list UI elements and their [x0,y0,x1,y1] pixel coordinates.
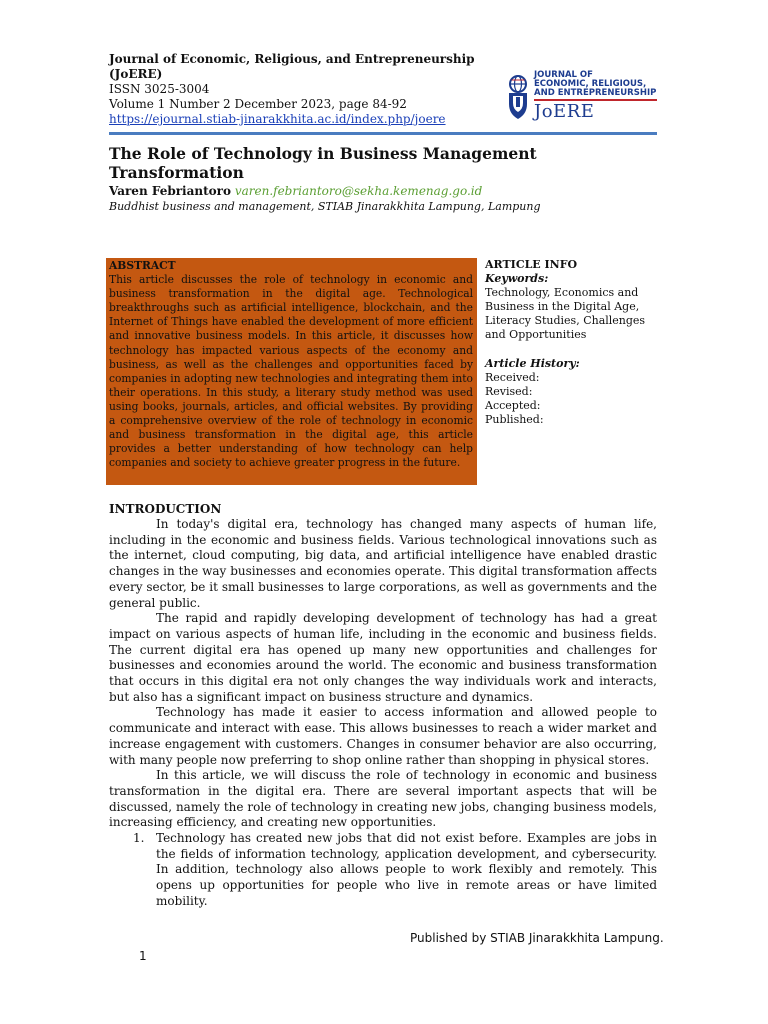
paragraph: The rapid and rapidly developing development of technology has had a great impact on various aspects of human life, including in the economic and business fields. The current digital era has opened up many new opportunities and challenges for businesses and economies around the world. The economic and business transformation that occurs in this digital era not only changes the way individuals work and interacts, but also has a significant impact on business structure and dynamics. [109,611,657,704]
list-number: 1. [133,831,145,846]
author-name: Varen Febriantoro [109,184,231,198]
header-divider [109,132,657,135]
paragraph: In today's digital era, technology has changed many aspects of human life, including in the economic and business fields. Various technological innovations such as the internet, cloud computing, big data, and artificial intelligence have enabled drastic changes in the way businesses and economies operate. This digital transformation affects every sector, be it small businesses to large corporations, as well as governments and the general public. [109,517,657,610]
page-number: 1 [139,949,147,963]
globe-shield-icon [507,74,529,120]
author-email-link[interactable]: varen.febriantoro@sekha.kemenag.go.id [234,184,483,198]
logo-wordmark: JoERE [534,101,595,122]
logo-text [534,71,656,98]
journal-title-line2: (JoERE) [109,67,163,81]
journal-logo [504,71,660,123]
logo-line3: AND ENTREPRENEURSHIP [534,88,657,98]
journal-url-link[interactable]: https://ejournal.stiab-jinarakkhita.ac.id/index.php/joere [109,112,446,126]
paragraph: In this article, we will discuss the role of technology in economic and business transformation in the digital era. There are several important aspects that will be discussed, namely the role of technology in creating new jobs, changing business models, increasing efficiency, and creating new opportunities. [109,768,657,830]
issn: ISSN 3025-3004 [109,82,210,96]
article-info-heading: ARTICLE INFO [485,258,578,271]
abstract-text: This article discusses the role of technology in economic and business transformation in the digital age. Technological breakthroughs such as artificial intelligence, blockchain, and the Internet of Things have enabled the development of more efficient and innovative business models. In this article, it discusses how technology has impacted various aspects of the economy and business, as well as the challenges and opportunities faced by companies in adopting new technologies and integrating them into their operations. In this study, a literary study method was used using books, journals, articles, and official websites. By providing a comprehensive overview of the role of technology in economic and business transformation in the digital age, this article provides a better understanding of how technology can help companies and society to achieve greater progress in the future. [109,273,473,470]
author-affiliation: Buddhist business and management, STIAB Jinarakkhita Lampung, Lampung [109,200,541,213]
article-info [485,258,665,427]
abstract-box [106,258,477,485]
paragraph: Technology has made it easier to access information and allowed people to communicate and interact with ease. This allows businesses to reach a wider market and increase engagement with customers. Changes in consumer behavior are also occurring, with many people now preferring to shop online rather than shopping in physical stores. [109,705,657,767]
volume-info: Volume 1 Number 2 December 2023, page 84-92 [109,97,407,111]
published-label: Published: [485,412,544,426]
keywords-label: Keywords: [485,272,549,286]
introduction-heading: INTRODUCTION [109,502,222,516]
logo-line2: ECONOMIC, RELIGIOUS, [534,79,647,89]
list-item-text: Technology has created new jobs that did not exist before. Examples are jobs in the fields of information technology, application development, and cybersecurity. In addition, technology also allows people to work flexibly and remotely. This opens up opportunities for people who live in remote areas or have limited mobility. [156,831,657,908]
journal-header [109,52,489,127]
list-item [109,831,657,910]
keywords-text: Technology, Economics and Business in the Digital Age, Literacy Studies, Challenges and Opportunities [485,286,646,342]
accepted-label: Accepted: [485,398,541,412]
introduction-body [109,517,657,910]
article-history-label: Article History: [485,356,580,370]
logo-line1: JOURNAL OF [534,70,593,80]
journal-title-line1: Journal of Economic, Religious, and Entrepreneurship [109,52,475,66]
received-label: Received: [485,370,540,384]
abstract-heading: ABSTRACT [109,259,176,272]
revised-label: Revised: [485,384,533,398]
publisher-footer: Published by STIAB Jinarakkhita Lampung. [410,931,664,945]
author-line [109,184,482,198]
article-title: The Role of Technology in Business Management Transformation [109,144,537,182]
